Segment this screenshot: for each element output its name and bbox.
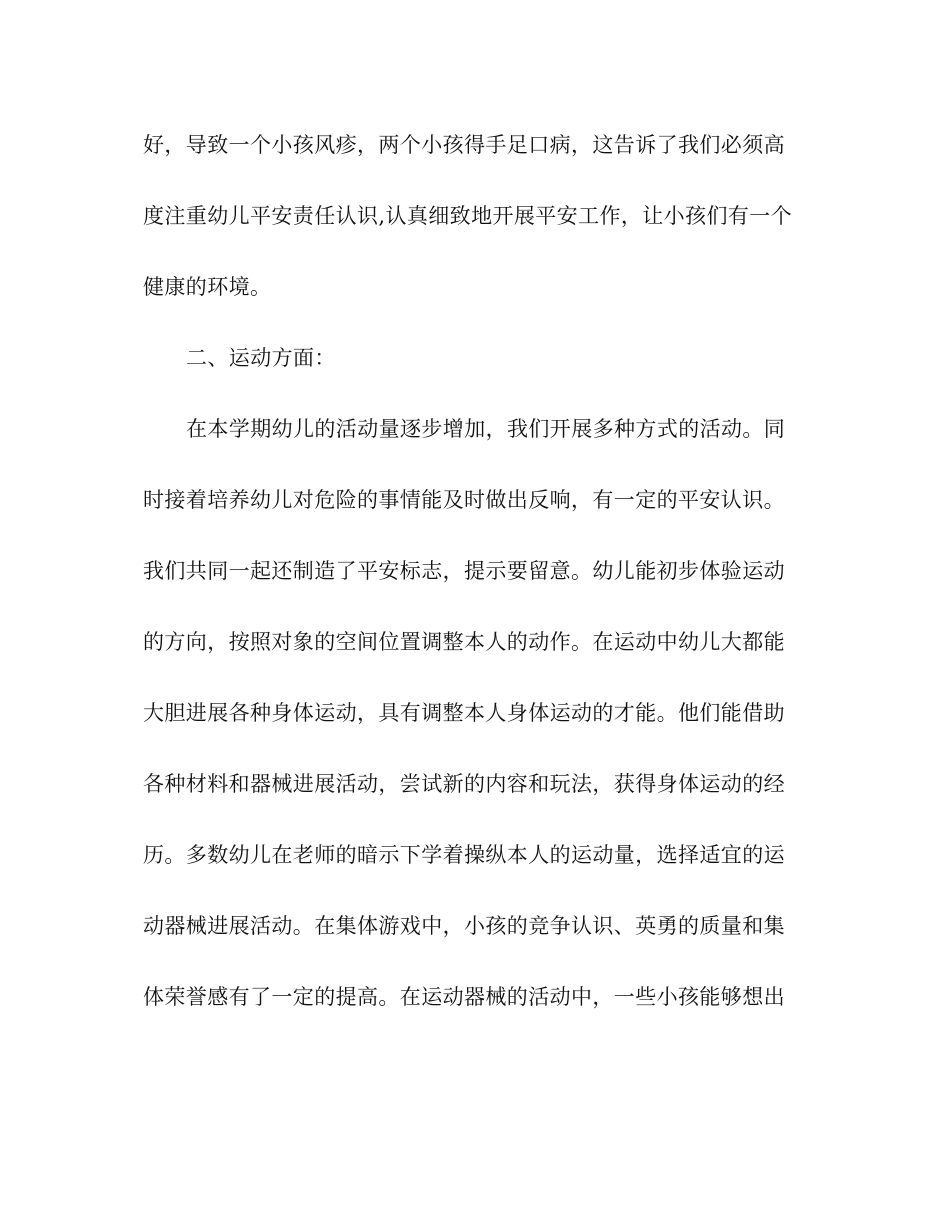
paragraph-line: 我们共同一起还制造了平安标志，提示要留意。幼儿能初步体验运动 — [143, 559, 785, 583]
paragraph-line: 各种材料和器械进展活动，尝试新的内容和玩法，获得身体运动的经 — [143, 772, 785, 796]
paragraph-line: 大胆进展各种身体运动，具有调整本人身体运动的才能。他们能借助 — [143, 701, 785, 725]
paragraph-line: 动器械进展活动。在集体游戏中，小孩的竞争认识、英勇的质量和集 — [143, 914, 785, 938]
paragraph-line: 的方向，按照对象的空间位置调整本人的动作。在运动中幼儿大都能 — [143, 630, 785, 654]
section-heading: 二、运动方面： — [186, 346, 336, 370]
paragraph-line: 度注重幼儿平安责任认识,认真细致地开展平安工作，让小孩们有一个 — [143, 204, 793, 228]
paragraph-line: 在本学期幼儿的活动量逐步增加，我们开展多种方式的活动。同 — [186, 417, 786, 441]
paragraph-line: 好，导致一个小孩风疹，两个小孩得手足口病，这告诉了我们必须高 — [143, 133, 785, 157]
body-text — [143, 124, 808, 1047]
paragraph-line: 时接着培养幼儿对危险的事情能及时做出反响，有一定的平安认识。 — [143, 488, 785, 512]
paragraph-line: 健康的环境。 — [143, 275, 272, 299]
paragraph-line: 历。多数幼儿在老师的暗示下学着操纵本人的运动量，选择适宜的运 — [143, 843, 785, 867]
paragraph-line: 体荣誉感有了一定的提高。在运动器械的活动中，一些小孩能够想出 — [143, 985, 785, 1009]
